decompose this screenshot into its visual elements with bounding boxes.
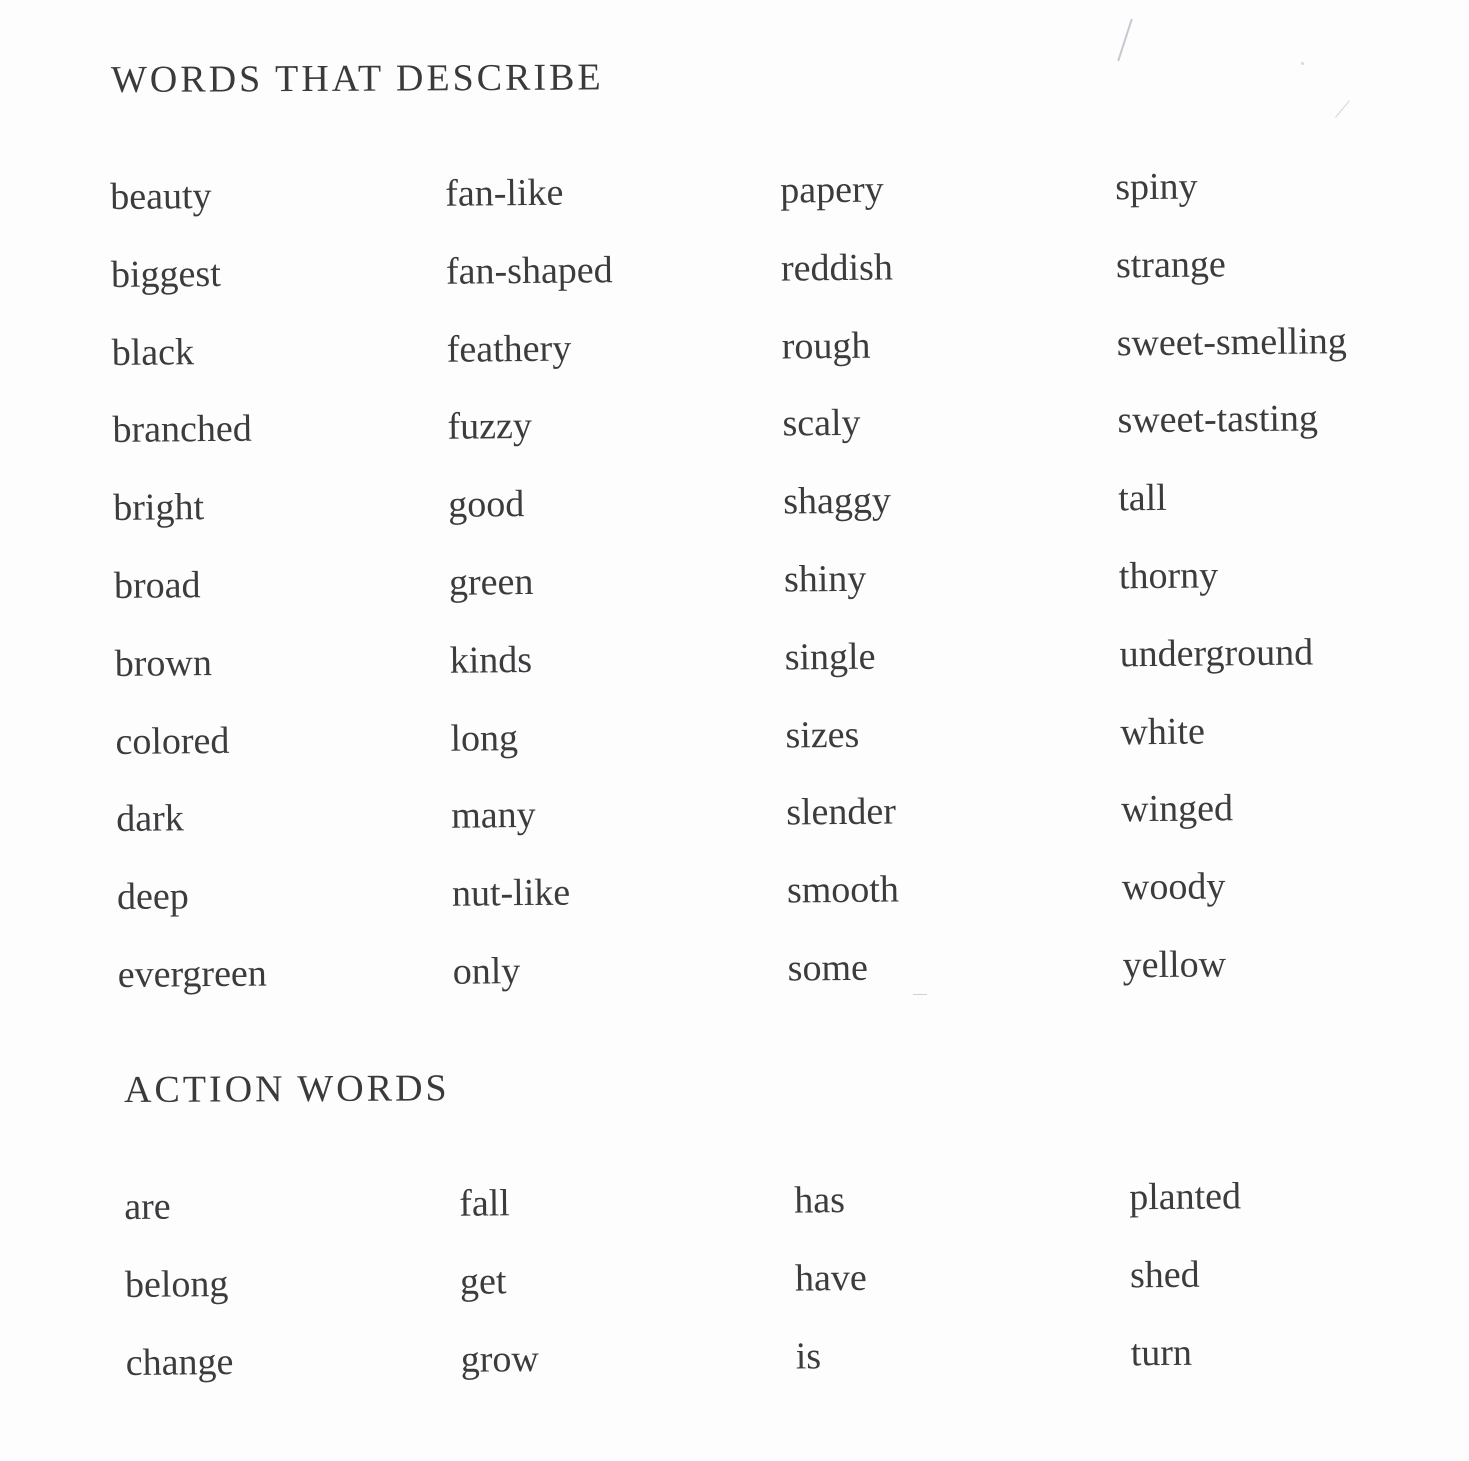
- word: sweet-tasting: [1117, 397, 1319, 442]
- action-words-column-2: [459, 1174, 781, 1410]
- word: belong: [124, 1262, 229, 1306]
- word: shaggy: [783, 479, 892, 523]
- word: biggest: [110, 252, 221, 296]
- word: papery: [780, 168, 884, 212]
- word: kinds: [449, 638, 533, 682]
- word: get: [459, 1260, 507, 1303]
- describing-words-column-3: [780, 160, 1108, 1019]
- describing-words-column-4: [1115, 157, 1443, 1016]
- word: only: [452, 950, 521, 993]
- word: smooth: [786, 868, 900, 912]
- word: slender: [786, 790, 897, 834]
- scan-mark: [1301, 62, 1304, 65]
- action-words-heading: ACTION WORDS: [123, 1067, 450, 1111]
- scan-mark: [913, 994, 927, 995]
- word: branched: [112, 408, 252, 452]
- word: have: [794, 1256, 867, 1300]
- describing-words-column-2: [445, 164, 773, 1023]
- word: beauty: [110, 175, 212, 218]
- word: deep: [116, 875, 189, 919]
- word: has: [794, 1179, 846, 1222]
- word: grow: [460, 1337, 540, 1381]
- word: some: [787, 946, 869, 990]
- word: sweet-smelling: [1116, 319, 1347, 364]
- word: fan-shaped: [445, 248, 613, 293]
- word: single: [784, 635, 876, 679]
- word: green: [448, 560, 534, 604]
- word: sizes: [785, 713, 860, 757]
- word: reddish: [780, 246, 894, 290]
- word: nut-like: [451, 871, 571, 915]
- word: scaly: [782, 402, 861, 445]
- describing-words-column-1: [110, 167, 438, 1026]
- word: yellow: [1122, 943, 1227, 987]
- word: white: [1120, 710, 1206, 753]
- word: planted: [1129, 1175, 1242, 1219]
- action-words-column-4: [1129, 1167, 1451, 1403]
- word: shed: [1129, 1253, 1200, 1297]
- word: turn: [1130, 1331, 1193, 1374]
- word: shiny: [783, 557, 867, 601]
- word: feathery: [446, 327, 572, 371]
- scan-mark: [1117, 19, 1132, 61]
- word: fall: [459, 1182, 511, 1225]
- word: change: [125, 1340, 234, 1384]
- describing-words-heading: WORDS THAT DESCRIBE: [110, 56, 604, 101]
- word: fuzzy: [447, 405, 533, 449]
- word: rough: [781, 324, 871, 368]
- word: evergreen: [117, 952, 268, 996]
- word: underground: [1119, 631, 1314, 676]
- word: colored: [115, 719, 230, 763]
- word: strange: [1115, 243, 1226, 287]
- word: broad: [113, 564, 201, 607]
- word: are: [124, 1185, 171, 1228]
- word: dark: [116, 797, 184, 841]
- word: bright: [113, 486, 205, 530]
- word: is: [795, 1334, 822, 1378]
- word: spiny: [1115, 165, 1198, 209]
- action-words-column-1: [124, 1177, 446, 1413]
- word: brown: [114, 641, 213, 685]
- word: black: [111, 330, 195, 374]
- word: thorny: [1118, 554, 1219, 598]
- word: many: [451, 794, 536, 838]
- word: long: [450, 716, 519, 760]
- word: fan-like: [445, 171, 564, 215]
- word: woody: [1121, 865, 1226, 909]
- word: good: [448, 483, 525, 526]
- action-words-column-3: [794, 1170, 1116, 1406]
- scan-mark: [1335, 100, 1350, 117]
- word: winged: [1120, 787, 1234, 831]
- word: tall: [1117, 477, 1167, 520]
